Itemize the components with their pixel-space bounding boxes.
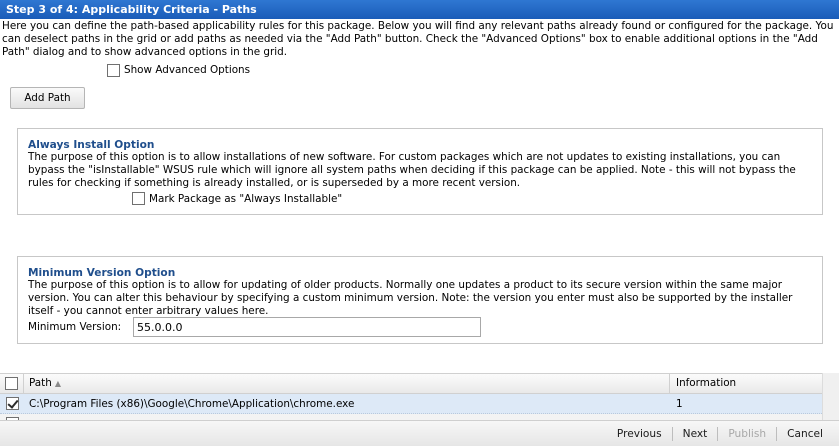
wizard-footer (0, 420, 839, 446)
show-advanced-options-checkbox[interactable] (107, 64, 120, 77)
always-install-title: Always Install Option (28, 139, 155, 151)
row-checkbox[interactable] (6, 397, 19, 410)
minimum-version-input[interactable] (133, 317, 481, 337)
column-header-path-label: Path (29, 377, 52, 389)
select-all-cell (0, 374, 24, 393)
always-installable-checkbox[interactable] (132, 192, 145, 205)
intro-text: Here you can define the path-based applicability rules for this package. Below you will find any relevant paths already found or configured for the package. You can deselect paths in the grid or add paths as needed via the "Add Path" button. Check the "Advanced Options" box to enable additional options in the "Add Path" dialog and to show advanced options in the grid. (2, 20, 834, 58)
show-advanced-options-label: Show Advanced Options (124, 64, 251, 76)
always-install-panel (17, 128, 823, 215)
always-install-description: The purpose of this option is to allow installations of new software. For custom packages which are not updates to existing installations, you can bypass the "isInstallable" WSUS rule which will ignore all system paths when deciding if this package can be applied. Note - this will not bypass the rules for checking if something is already installed, or is superseded by a more recent version. (28, 151, 796, 189)
publish-button[interactable]: Publish (728, 427, 767, 440)
sort-ascending-icon: ▲ (54, 379, 61, 388)
next-button[interactable]: Next (682, 427, 708, 440)
row-path: C:\Program Files (x86)\Google\Chrome\Application\chrome.exe (29, 397, 355, 410)
minimum-version-panel (17, 256, 823, 344)
add-path-button[interactable]: Add Path (10, 87, 85, 109)
always-installable-option[interactable] (132, 192, 342, 205)
row-checkbox-cell (0, 397, 24, 410)
grid-scrollbar[interactable] (822, 373, 839, 420)
column-header-information[interactable]: Information (676, 377, 737, 389)
step-header: Step 3 of 4: Applicability Criteria - Paths (0, 0, 839, 19)
previous-button[interactable]: Previous (616, 427, 662, 440)
grid-header (0, 373, 822, 394)
show-advanced-options[interactable] (107, 63, 250, 77)
always-installable-label: Mark Package as "Always Installable" (149, 192, 343, 205)
cancel-button[interactable]: Cancel (787, 427, 823, 440)
column-header-path[interactable] (24, 374, 670, 393)
minimum-version-label: Minimum Version: (28, 321, 122, 333)
row-information: 1 (676, 397, 683, 410)
minimum-version-title: Minimum Version Option (28, 267, 176, 279)
select-all-checkbox[interactable] (5, 377, 18, 390)
minimum-version-description: The purpose of this option is to allow for updating of older products. Normally one updates a product to its secure version within the same major version. You can alter this behaviour by specifying a custom minimum version. Note: the version you enter must also be supported by the installer itself - you cannot enter arbitrary values here. (28, 279, 793, 317)
minimum-version-row (28, 317, 481, 337)
table-row[interactable] (0, 394, 822, 414)
